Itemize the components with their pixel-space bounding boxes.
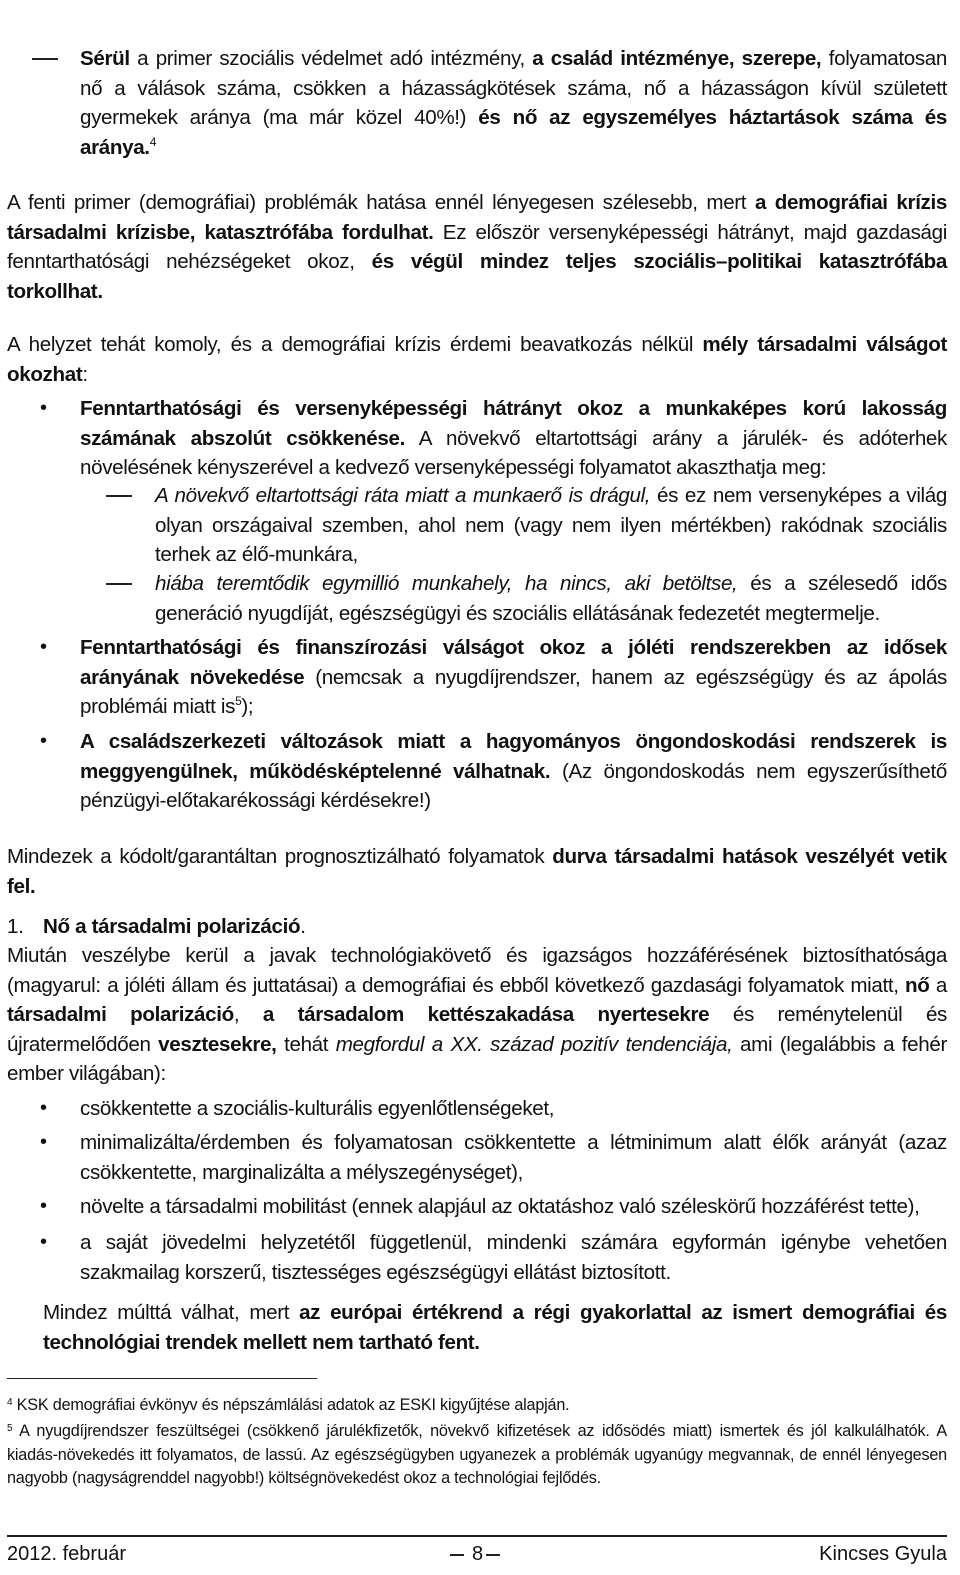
paragraph-social-effects: Mindezek a kódolt/garantáltan prognosztizálható folyamatok durva társadalmi hatások veszélyét vetik fel. — [7, 845, 947, 898]
bold-text: társadalmi polarizáció — [7, 1003, 234, 1026]
footnote-number: 4 — [7, 1397, 13, 1408]
section-heading: 1. Nő a társadalmi polarizáció. — [7, 912, 947, 942]
bold-text: durva társadalmi hatások veszélyét vetik fel. — [7, 845, 947, 898]
heading-number: 1. — [7, 915, 24, 938]
footnote-separator — [7, 1378, 317, 1379]
bold-text: Sérül — [80, 47, 130, 70]
paragraph-demographic-crisis: A fenti primer (demográfiai) problémák hatása ennél lényegesen szélesebb, mert a demográfiai krízis társadalmi krízisbe, katasztrófába fordulhat. Ez először versenyképességi hátrányt, majd gazdasági fenntarthatósági nehézségeket okoz, és végül mindez teljes szociális–politikai katasztrófába torkollhat. — [7, 191, 947, 303]
dash-marker — [106, 583, 132, 585]
footnote-ref: 5 — [235, 694, 242, 708]
bold-text: nő — [905, 973, 930, 997]
bullet-item-family-structure: A családszerkezeti változások miatt a hagyományos öngondoskodási rendszerek is meggyengülnek, működésképtelenné válhatnak. (Az öngondoskodás nem egyszerűsíthető pénzügyi-előtakarékossági kérdésekre!) — [80, 730, 947, 812]
bullet-marker: • — [40, 397, 48, 419]
bold-text: Fenntarthatósági és versenyképességi hátrányt okoz a munkaképes korú lakosság számának abszolút csökkenése. — [80, 397, 947, 450]
bold-text: és végül mindez teljes szociális–politikai katasztrófába torkollhat. — [7, 250, 947, 303]
bullet-marker: • — [40, 1131, 48, 1153]
dash-marker — [32, 58, 58, 60]
list-item: minimalizálta/érdemben és folyamatosan csökkentette a létminimum alatt élők arányát (azaz csökkentette, marginalizálta a mélyszegénységet), — [80, 1131, 947, 1184]
list-item: a saját jövedelmi helyzetétől függetlenül, mindenki számára egyformán igénybe vehetően szakmailag korszerű, tisztességes egészségügyi ellátást biztosított. — [80, 1231, 947, 1284]
sub-item-jobs: hiába teremtődik egymillió munkahely, ha nincs, aki betöltse, és a szélesedő idős generáció nyugdíját, egészségügyi és szociális ellátásának fedezetét megtermelje. — [155, 572, 947, 625]
footnote-5: $^5$ A nyugdíjrendszer feszültségei (csökkenő járulékfizetők, növekvő kifizetések az idősödés miatt) ismertek és jól kalkulálhatók. A kiadás-növekedés itt folyamatos, de lassú. Az egészségügyben ugyanezek a problémák ugyanúgy megvannak, de ennél lényegesen nagyobb (nagyságrenddel nagyobb!) költségnövekedést okoz a technológiai fejlődés. — [7, 1422, 947, 1487]
footnote-ref: 4 — [149, 134, 157, 149]
paragraph-conclusion: Mindez múlttá válhat, mert az európai értékrend a régi gyakorlattal az ismert demográfiai és technológiai trendek mellett nem tartható fent. — [43, 1301, 947, 1354]
bullet-marker: • — [40, 730, 48, 752]
footer-author: Kincses Gyula — [819, 1543, 947, 1565]
footnote-4: $^4$ KSK demográfiai évkönyv és népszámlálási adatok az ESKI kigyűjtése alapján. — [7, 1396, 570, 1414]
bullet-marker: • — [40, 1195, 48, 1217]
dash-item-family: Sérül a primer szociális védelmet adó intézmény, a család intézménye, szerepe, folyamatosan nő a válások száma, csökken a házasságkötések száma, nő a házasságon kívül született gyermekek aránya (ma már közel 40%!) és nő az egyszemélyes háztartások száma és aránya.$^4$ — [80, 47, 948, 159]
bold-text: a család intézménye, szerepe, — [532, 47, 822, 70]
bullet-marker: • — [40, 636, 48, 658]
bold-text: vesztesekre, — [158, 1032, 277, 1056]
footer-date: 2012. február — [7, 1543, 126, 1565]
bold-text: és nő az egyszemélyes háztartások száma és aránya. — [80, 106, 947, 159]
paragraph-polarization: Miután veszélybe kerül a javak technológiakövető és igazságos hozzáférésének biztosíthatósága (magyarul: a jóléti állam és juttatásai) a demográfiai és ebből következő gazdasági folyamatok miatt, nő a társadalmi polarizáció, a társadalom kettészakadása nyertesekre és reménytelenül és újratermelődően vesztesekre, tehát megfordul a XX. század pozitív tendenciája, ami (legalábbis a fehér ember világában): — [7, 944, 947, 1085]
italic-text: A növekvő eltartottsági ráta miatt a munkaerő is drágul, — [155, 484, 651, 507]
page-number: 8 — [472, 1543, 484, 1565]
bold-text: mély társadalmi válságot okozhat — [7, 333, 947, 386]
paragraph-serious-situation: A helyzet tehát komoly, és a demográfiai krízis érdemi beavatkozás nélkül mély társadalmi válságot okozhat: — [7, 333, 947, 386]
dash-marker — [106, 495, 132, 497]
footer-rule — [7, 1535, 947, 1537]
bold-text: Fenntarthatósági és finanszírozási válságot okoz a jóléti rendszerekben az idősek arányának növekedése — [80, 636, 947, 689]
page-number-dash-left — [450, 1554, 464, 1556]
bullet-marker: • — [40, 1097, 48, 1119]
bullet-item-competitiveness: Fenntarthatósági és versenyképességi hátrányt okoz a munkaképes korú lakosság számának abszolút csökkenése. A növekvő eltartottsági arány a járulék- és adóterhek növelésének kényszerével a kedvező versenyképességi folyamatot akaszthatja meg: — [80, 397, 947, 479]
italic-text: megfordul a XX. század pozitív tendenciája, — [335, 1032, 733, 1056]
italic-text: hiába teremtődik egymillió munkahely, ha nincs, aki betöltse, — [155, 572, 738, 595]
heading-text: Nő a társadalmi polarizáció — [43, 915, 301, 938]
list-item: növelte a társadalmi mobilitást (ennek alapjául az oktatáshoz való széleskörű hozzáférést tette), — [80, 1195, 920, 1218]
bold-text: a demográfiai krízis társadalmi krízisbe, katasztrófába fordulhat. — [7, 191, 947, 244]
sub-item-labor-cost: A növekvő eltartottsági ráta miatt a munkaerő is drágul, és ez nem versenyképes a világ olyan országaival szemben, ahol nem (vagy nem ilyen mértékben) rakódnak szociális terhek az élő-munkára, — [155, 484, 947, 566]
bullet-item-financing: Fenntarthatósági és finanszírozási válságot okoz a jóléti rendszerekben az idősek arányának növekedése (nemcsak a nyugdíjrendszer, hanem az egészségügy és az ápolás problémái miatt $is^5$); — [80, 636, 947, 718]
bold-text: az európai értékrend a régi gyakorlattal az ismert demográfiai és technológiai trendek mellett nem tartható fent. — [43, 1301, 947, 1354]
bullet-marker: • — [40, 1231, 48, 1253]
footnote-number: 5 — [7, 1423, 13, 1434]
bold-text: a társadalom kettészakadása nyertesekre — [262, 1003, 710, 1026]
page-number-dash-right — [486, 1554, 500, 1556]
list-item: csökkentette a szociális-kulturális egyenlőtlenségeket, — [80, 1097, 555, 1120]
bold-text: A családszerkezeti változások miatt a hagyományos öngondoskodási rendszerek is meggyengülnek, működésképtelenné válhatnak. — [80, 730, 947, 783]
